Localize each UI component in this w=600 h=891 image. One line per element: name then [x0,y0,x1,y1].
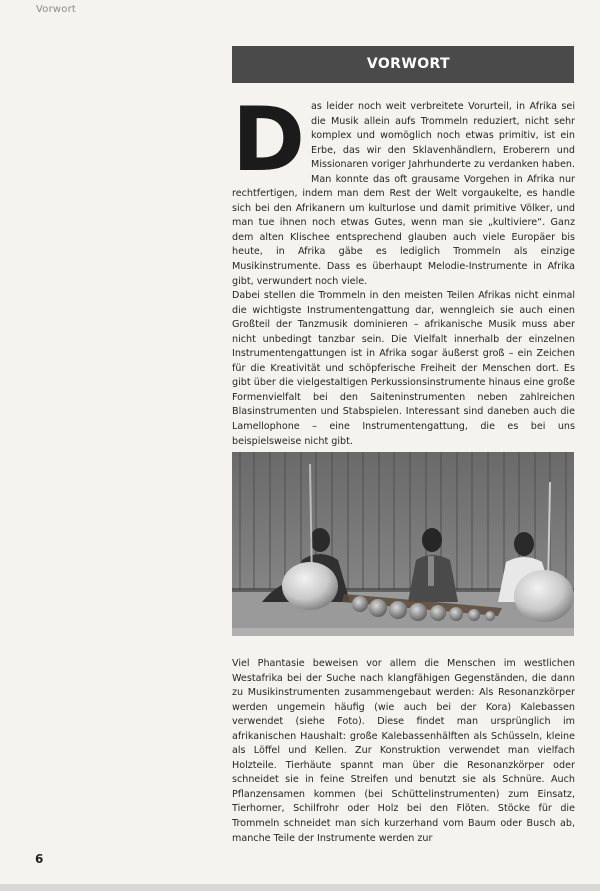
musicians-photo [232,452,574,636]
section-title-bar [232,46,574,83]
section-title: VORWORT [366,56,450,72]
intro-paragraph-1-text: as leider noch weit verbreitete Vorurteil, in Afrika sei die Musik allein aufs Trommeln reduziert, nicht sehr komplex und womöglich noch etwas primitiv, ist ein Erbe, das wir den Sklavenhändlern, Eroberern und Missionaren voriger Jahrhunderte zu verdanken haben. Man konnte das oft grausame Vorgehen in Afrika nur rechtfertigen, indem man dem Rest der Welt vorgaukelte, es handle sich bei den Afrikanern um kulturlose und damit primitive Völker, und man tue ihnen noch etwas Gutes, wenn man sie „kultiviere“. Ganz dem alten Klischee entsprechend glauben auch viele Europäer bis heute, in Afrika gäbe es lediglich Trommeln als einzige Musikinstrumente. Dass es überhaupt Melodie-Instrumente in Afrika gibt, verwundert noch viele. [232,101,575,287]
intro-paragraph-1 [232,88,575,289]
intro-paragraph-2: Dabei stellen die Trommeln in den meisten Teilen Afrikas nicht einmal die wichtigste Instrumentengattung dar, wenngleich sie auch einen Großteil der Tanzmusik dominieren – afrikanische Musik muss aber nicht unbedingt tanzbar sein. Die Vielfalt innerhalb der einzelnen Instrumentengattungen ist in Afrika sogar äußerst groß – ein Zeichen für die Kreativität und schöpferische Freiheit der Menschen dort. Es gibt über die vielgestaltigen Perkussionsinstrumente hinaus eine große Formenvielfalt bei den Saiteninstrumenten neben zahlreichen Blasinstrumenten und Stabspielen. Interessant sind daneben auch die Lamellophone – eine Instrumentengattung, die es bei uns beispielsweise nicht gibt. [232,290,575,447]
scan-edge [0,884,600,891]
body-paragraph: Viel Phantasie beweisen vor allem die Menschen im westlichen Westafrika bei der Suche nach klangfähigen Gegenständen, die dann zu Musikinstrumenten zusammengebaut werden: Als Resonanzkörper werden ungemein häufig (wie auch bei der Kora) Kalebassen verwendet (siehe Foto). Diese findet man ursprünglich im afrikanischen Haushalt: große Kalebassenhälften als Schüsseln, kleine als Löffel und Kellen. Zur Konstruktion verwendet man vielfach Holzteile. Tierhäute spannt man über die Resonanzkörper oder schneidet sie in feine Streifen und benutzt sie als Schnüre. Auch Pflanzensamen kommen (bei Schüttelinstrumenten) zum Einsatz, Tierhorner, Schilfrohr oder Holz bei den Flöten. Stöcke für die Trommeln schneidet man sich kurzerhand vom Baum oder Busch ab, manche Teile der Instrumente werden zur [232,658,575,844]
musicians-photo-icon [232,452,574,636]
intro-text [232,88,575,449]
page-number: 6 [35,852,44,866]
body-text [232,657,575,846]
running-head: Vorwort [36,4,77,15]
drop-cap: D [232,88,306,191]
